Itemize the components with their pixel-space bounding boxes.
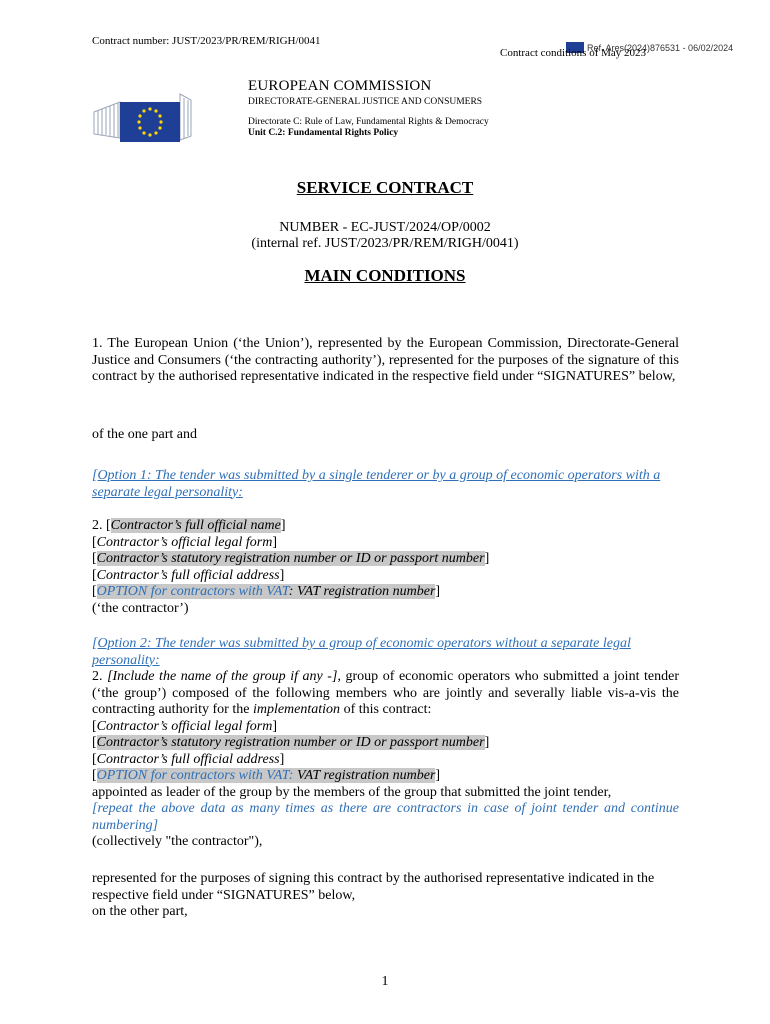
member-vat-number-placeholder: VAT registration number [293,768,436,783]
european-commission-logo [92,76,192,146]
group-text-1: , group of economic operators who submitted a joint tender (‘the group’) composed of the following members who are jointly and severally liable vis-a-vis the contracting authority for the [92,669,680,717]
other-part-text: on the other part, [92,904,188,919]
option2-block: 2. [Include the name of the group if any -], group of economic operators who submitted a joint tender (‘the group’) composed of the following members who are jointly and severally liable vis-a-vis the contracting authority for the implementation of this contract: [Contractor’s official legal form] [Contractor’s statutory registration number or ID or passport number] [Contractor’s full official address] [OPTION for contractors with VAT: VAT registration number] appointed as leader of the group by the members of the group that submitted the joint tender, [repeat the above data as many times as there are contractors in case of joint tender and continue numbering] (collectively "the contractor"), [92,669,680,849]
one-part-text: of the one part and [92,427,197,442]
group-name-placeholder: [Include the name of the group if any -] [107,669,338,684]
contract-number: NUMBER - EC-JUST/2024/OP/0002 [279,220,491,235]
page-number: 1 [381,974,389,989]
org-unit: Unit C.2: Fundamental Rights Policy [248,128,399,138]
collectively-text: (collectively "the contractor"), [92,834,263,849]
member-vat-option-label: OPTION for contractors with VAT: [96,768,294,783]
member-legal-form-placeholder: Contractor’s official legal form [96,718,273,734]
vat-number-placeholder: : VAT registration number [288,584,436,599]
implementation-word: implementation [252,702,341,717]
contractor-registration-placeholder: Contractor’s statutory registration number or ID or passport number [96,551,485,566]
option1-heading: [Option 1: The tender was submitted by a single tenderer or by a group of economic operators with a separate legal personality: [92,468,661,500]
org-directorate: Directorate C: Rule of Law, Fundamental Rights & Democracy [248,117,489,127]
option2-heading: [Option 2: The tender was submitted by a group of economic operators without a separate legal personality: [92,636,631,668]
member-registration-placeholder: Contractor’s statutory registration number or ID or passport number [96,735,485,750]
organization-block [248,78,489,138]
org-dg: DIRECTORATE-GENERAL JUSTICE AND CONSUMERS [248,97,483,107]
internal-reference: (internal ref. JUST/2023/PR/REM/RIGH/0041) [251,236,519,251]
main-conditions-title: MAIN CONDITIONS [304,266,466,285]
contract-number-header: Contract number: JUST/2023/PR/REM/RIGH/0041 [92,35,321,47]
the-contractor-label: (‘the contractor’) [92,600,189,616]
vat-option-label: OPTION for contractors with VAT [96,584,289,599]
group-text-2: of this contract: [340,702,432,717]
union-party-paragraph: 1. The European Union (‘the Union’), represented by the European Commission, Directorate-General Justice and Consumers (‘the contracting authority’), represented for the purposes of the signature of this contract by the authorised representative indicated in the respective field under “SIGNATURES” below, [92,336,679,384]
contract-conditions-header: Contract conditions of May 2023 [500,47,647,59]
contractor-name-placeholder: Contractor’s full official name [110,518,281,533]
org-title: EUROPEAN COMMISSION [248,78,432,94]
member-address-placeholder: Contractor’s full official address [96,751,280,767]
leader-text: appointed as leader of the group by the members of the group that submitted the joint tender, [92,784,612,800]
service-contract-title: SERVICE CONTRACT [296,178,474,197]
contractor-address-placeholder: Contractor’s full official address [96,567,280,583]
contractor-legal-form-placeholder: Contractor’s official legal form [96,534,273,550]
option1-block: 2. [Contractor’s full official name] [Contractor’s official legal form] [Contractor’s statutory registration number or ID or passport number] [Contractor’s full official address] [OPTION for contractors with VAT: VAT registration number] (‘the contractor’) [92,518,679,617]
represented-paragraph: represented for the purposes of signing this contract by the authorised representative indicated in the respective field under “SIGNATURES” below, [92,871,655,903]
ares-reference: Ref. Ares(2024)876531 - 06/02/2024 [587,43,734,53]
repeat-instruction: [repeat the above data as many times as there are contractors in case of joint tender and continue numbering] [92,801,679,833]
option1-number: 2. [ [92,518,111,533]
